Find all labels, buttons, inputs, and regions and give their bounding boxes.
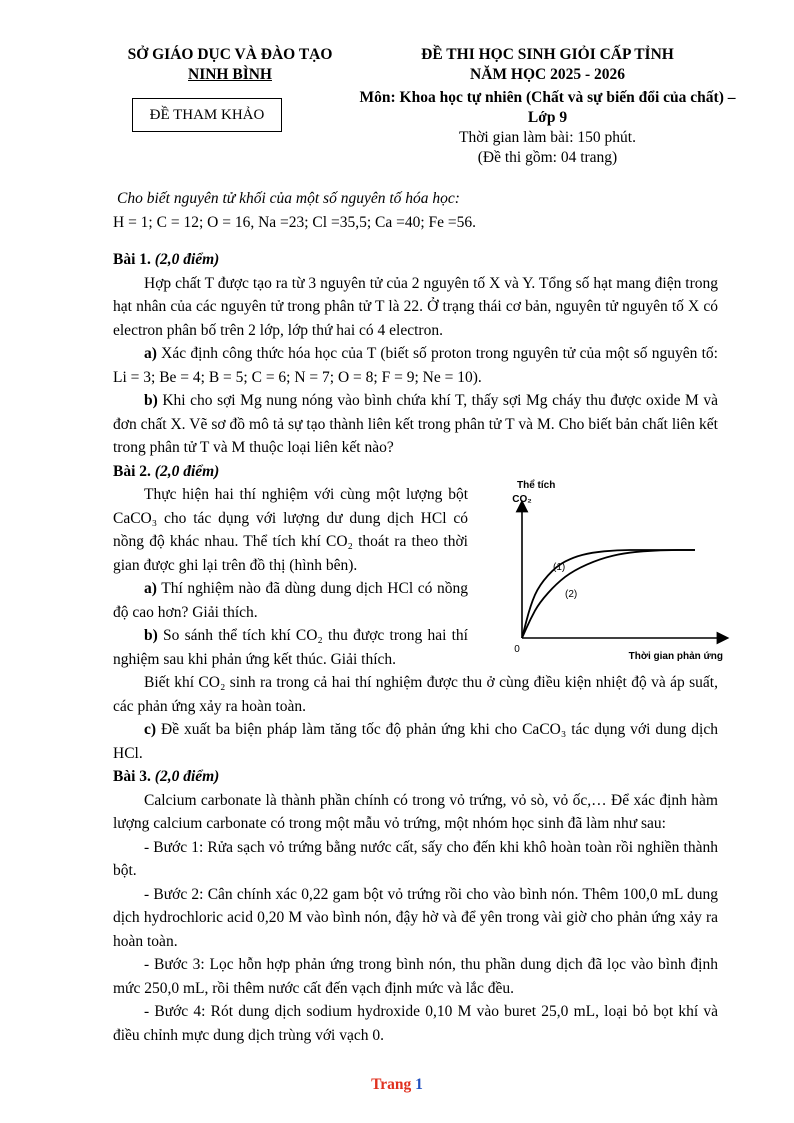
part-a-label: a) xyxy=(144,345,157,362)
page-footer xyxy=(0,1076,794,1094)
question-2-note: Biết khí CO₂ sinh ra trong cả hai thí nghiệm được thu ở cùng điều kiện nhiệt độ và áp suất, các phản ứng xảy ra hoàn toàn. xyxy=(113,674,718,715)
part-a-text: Xác định công thức hóa học của T (biết số proton trong nguyên tử của một số nguyên tố: Li = 3; Be = 4; B = 5; C = 6; N = 7; O = 8; F = 9; Ne = 10). xyxy=(113,345,718,386)
question-2-points: (2,0 điểm) xyxy=(154,462,220,480)
question-3-heading xyxy=(113,765,718,789)
series-label-1: (1) xyxy=(553,562,566,573)
question-3-step-2: - Bước 2: Cân chính xác 0,22 gam bột vỏ trứng rồi cho vào bình nón. Thêm 100,0 mL dung dịch hydrochloric acid 0,20 M vào bình nón, đậy hờ và để yên trong vài giờ cho phản ứng xảy ra hoàn toàn. xyxy=(113,885,718,950)
part-b-label: b) xyxy=(144,627,158,644)
part-b-text: So sánh thể tích khí CO₂ thu được trong hai thí nghiệm sau khi phản ứng kết thúc. Giải thích. xyxy=(113,627,468,668)
issuer-block xyxy=(95,45,365,85)
question-1-title: Bài 1. xyxy=(113,251,151,268)
y-axis-label-line2: CO₂ xyxy=(512,494,532,505)
reference-exam-box: ĐỀ THAM KHẢO xyxy=(132,98,282,132)
question-3-points: (2,0 điểm) xyxy=(154,768,220,785)
question-3-intro: Calcium carbonate là thành phần chính có trong vỏ trứng, vỏ sò, vỏ ốc,… Để xác định hàm lượng calcium carbonate có trong một mẫu vỏ trứng, một nhóm học sinh đã làm như sau: xyxy=(113,791,718,832)
question-2-part-a xyxy=(113,577,468,624)
page-label: Trang xyxy=(371,1076,412,1093)
department-name: SỞ GIÁO DỤC VÀ ĐÀO TẠO xyxy=(127,46,333,63)
question-3-step-1: - Bước 1: Rửa sạch vỏ trứng bằng nước cất, sấy cho đến khi khô hoàn toàn rồi nghiền thành bột. xyxy=(113,838,718,879)
part-c-text: Đề xuất ba biện pháp làm tăng tốc độ phản ứng khi cho CaCO₃ tác dụng với dung dịch HCl. xyxy=(113,721,718,762)
question-2-part-c xyxy=(113,718,718,765)
page-count: (Đề thi gồm: 04 trang) xyxy=(477,149,618,166)
part-b-text: Khi cho sợi Mg nung nóng vào bình chứa khí T, thấy sợi Mg cháy thu được oxide M và đơn chất X. Vẽ sơ đồ mô tả sự tạo thành liên kết trong phân tử T và M. Cho biết bản chất liên kết trong phân tử T và M thuộc loại liên kết nào? xyxy=(113,392,718,456)
question-2-part-b xyxy=(113,624,468,671)
question-2-intro: Thực hiện hai thí nghiệm với cùng một lượng bột CaCO₃ cho tác dụng với lượng dư dung dịch HCl có nồng độ khác nhau. Thể tích khí CO₂ thoát ra theo thời gian được ghi lại trên đồ thị (hình bên). xyxy=(113,486,468,574)
part-b-label: b) xyxy=(144,392,158,409)
question-3-step-3: - Bước 3: Lọc hỗn hợp phản ứng trong bình nón, thu phần dung dịch đã lọc vào bình định mức 250,0 mL, rồi thêm nước cất đến vạch định mức và lắc đều. xyxy=(113,956,718,997)
part-a-label: a) xyxy=(144,580,157,597)
series-line-2 xyxy=(522,550,695,638)
x-axis-label: Thời gian phản ứng xyxy=(628,651,723,662)
page-number: 1 xyxy=(415,1076,423,1093)
province-name: NINH BÌNH xyxy=(188,66,272,83)
question-1-points: (2,0 điểm) xyxy=(154,251,220,268)
question-1-intro: Hợp chất T được tạo ra từ 3 nguyên tử của 2 nguyên tố X và Y. Tổng số hạt mang điện trong hạt nhân của các nguyên tử trong phân tử T là 22. Ở trạng thái cơ bản, nguyên tử nguyên tố X có electron phân bố trên 2 lớp, lớp thứ hai có 4 electron. xyxy=(113,274,718,339)
exam-title-block xyxy=(355,45,740,168)
question-3-title: Bài 3. xyxy=(113,768,151,785)
origin-label: 0 xyxy=(514,644,520,655)
question-1-part-a xyxy=(113,342,718,389)
question-3-step-4: - Bước 4: Rót dung dịch sodium hydroxide 0,10 M vào buret 25,0 mL, loại bỏ bọt khí và điều chỉnh mực dung dịch trùng với vạch 0. xyxy=(113,1003,718,1044)
part-c-label: c) xyxy=(144,721,157,738)
time-limit: Thời gian làm bài: 150 phút. xyxy=(459,129,636,146)
atomic-mass-note: Cho biết nguyên tử khối của một số nguyên tố hóa học: xyxy=(117,190,460,207)
co2-volume-chart xyxy=(495,476,735,666)
subject-line: Môn: Khoa học tự nhiên (Chất và sự biến đổi của chất) – Lớp 9 xyxy=(359,89,736,126)
part-a-text: Thí nghiệm nào đã dùng dung dịch HCl có nồng độ cao hơn? Giải thích. xyxy=(113,580,468,621)
y-axis-label-line1: Thể tích xyxy=(517,480,556,491)
school-year: NĂM HỌC 2025 - 2026 xyxy=(470,66,625,83)
series-label-2: (2) xyxy=(565,589,578,600)
question-2-wrapped-text xyxy=(113,483,468,671)
question-1-part-b xyxy=(113,389,718,460)
question-1-heading xyxy=(113,248,718,272)
question-2-title: Bài 2. xyxy=(113,462,151,480)
exam-title: ĐỀ THI HỌC SINH GIỎI CẤP TỈNH xyxy=(421,46,674,63)
atomic-mass-values: H = 1; C = 12; O = 16, Na =23; Cl =35,5; Ca =40; Fe =56. xyxy=(113,213,477,231)
